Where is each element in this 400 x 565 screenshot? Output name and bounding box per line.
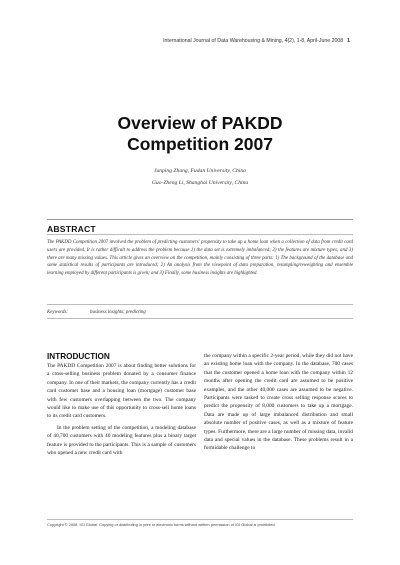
body-column-left	[47, 362, 196, 457]
abstract-heading: ABSTRACT	[47, 224, 96, 234]
journal-citation: International Journal of Data Warehousing & Mining, 4(2), 1-8, April-June 2008	[163, 38, 344, 44]
page-number: 1	[347, 38, 350, 44]
intro-paragraph-3: the company within a specific 2-year period, while they did not have an existing home loan with the company. In the database, 700 cases that the customer opened a home loan with the company within 12 months after opening the credit card are assumed to be positive examples, and the other 40,000 cases are assumed to be negative. Participants were tasked to create cross selling response scores to predict the propensity of 8,000 customers to take up a mortgage. Data are made up of large imbalanced distribution and small absolute number of positive cases, as well as a mixture of feature types. Furthermore, there are a large number of missing data, invalid data and special values in the database. These problems result in a formidable challenge to	[204, 353, 353, 452]
copyright-notice: Copyright © 2008, IGI Global. Copying or distributing in print or electronic forms without written permission of IGI Global is prohibited.	[47, 522, 276, 527]
abstract-top-rule	[47, 219, 353, 220]
author-2: Guo-Zheng Li, Shanghai University, China	[151, 180, 249, 186]
author-block	[0, 165, 400, 189]
title-line-1: Overview of PAKDD	[117, 113, 283, 133]
title-line-2: Competition 2007	[127, 134, 273, 154]
keywords-top-rule	[47, 304, 353, 305]
footer-rule	[47, 519, 353, 520]
keywords-bottom-rule	[47, 318, 353, 319]
author-1: Junping Zhang, Fudan University, China	[154, 168, 246, 174]
intro-paragraph-1: The PAKDD Competition 2007 is about finding better solutions for a cross-selling business problem donated by a consumer finance company. In one of their markets, the company currently has a credit card customer base and a housing loan (mortgage) customer base with few customers overlapping between the two. The company would like to make use of this opportunity to cross-sell home loans to its credit card customers.	[47, 363, 196, 420]
body-column-right	[204, 352, 353, 453]
keywords-value: business insights; predicting	[90, 310, 146, 315]
keywords-line	[47, 310, 146, 315]
paper-title	[0, 113, 400, 155]
abstract-heading-rule	[47, 234, 353, 235]
keywords-label: Keywords:	[47, 310, 69, 315]
introduction-heading: INTRODUCTION	[47, 352, 110, 361]
intro-paragraph-2: In the problem setting of the competition, a modeling database of 40,700 customers with 40 modeling features plus a binary target feature is provided to the participants. This is a sample of customers who opened a new credit card with	[47, 424, 196, 457]
abstract-text: The PAKDD Competition 2007 involved the problem of predicting customers' propensity to take up a home loan when a collection of data from credit card users are provided. It is rather difficult to address the problem because 1) the data set is extremely imbalanced; 2) the features are mixture types; and 3) there are many missing values. This article gives an overview on the competition, mainly consisting of three parts: 1) The background of the database and some statistical results of participants are introduced; 2) An analysis from the viewpoint of data preparation, resampling/reweighting and ensemble learning employed by different participants is given; and 3) Finally, some business insights are highlighted.	[47, 240, 353, 277]
running-head	[163, 38, 350, 44]
